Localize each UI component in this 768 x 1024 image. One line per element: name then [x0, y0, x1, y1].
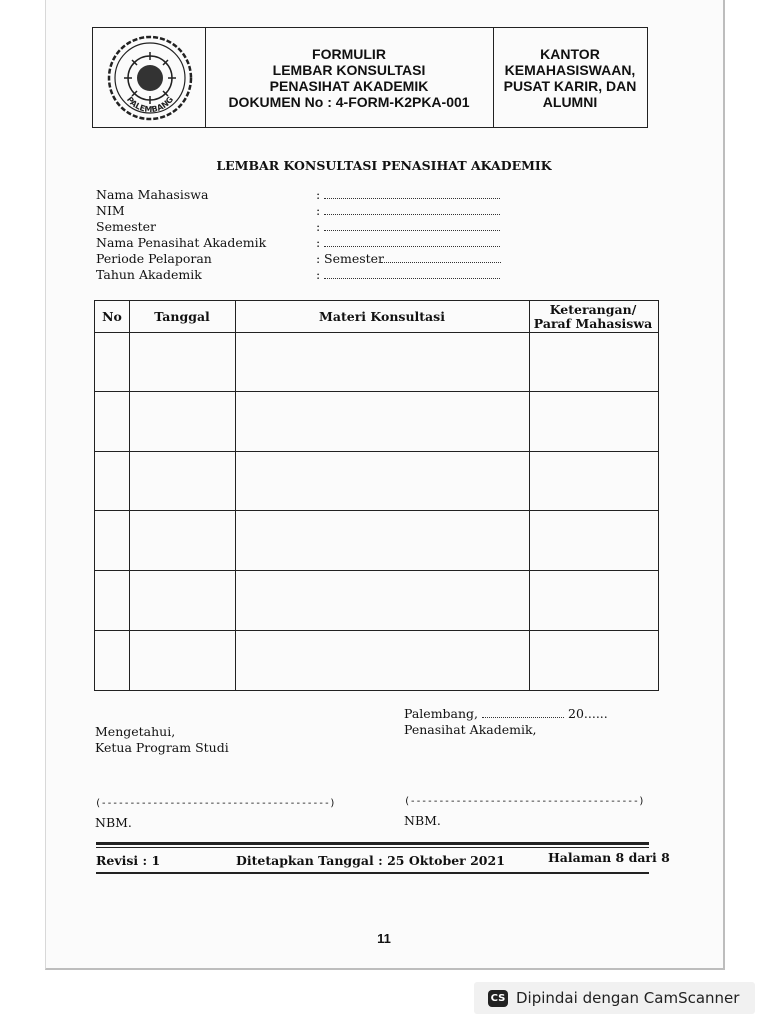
year-fill: ......	[583, 706, 608, 721]
table-row	[95, 332, 658, 333]
form-title: LEMBAR KONSULTASI PENASIHAT AKADEMIK	[216, 158, 552, 173]
field-label: NIM	[96, 203, 125, 218]
fill-in-line	[324, 203, 500, 215]
table-divider	[129, 301, 130, 690]
footer-rule-bottom	[96, 872, 649, 874]
field-label: Periode Pelaporan	[96, 251, 212, 266]
field-colon: :	[316, 251, 321, 266]
head-of-program-role: Ketua Program Studi	[95, 740, 229, 755]
header-line: PUSAT KARIR, DAN	[503, 77, 637, 94]
advisor-role: Penasihat Akademik,	[404, 722, 537, 737]
field-label: Semester	[96, 219, 157, 234]
signature-line-left: (----------------------------------------)	[95, 798, 336, 809]
header-line: LEMBAR KONSULTASI	[272, 61, 426, 78]
table-divider	[529, 301, 530, 690]
camscanner-logo-icon: CS	[488, 990, 508, 1007]
camscanner-text: Dipindai dengan CamScanner	[516, 989, 740, 1007]
field-colon: :	[316, 219, 321, 234]
office-name	[493, 28, 647, 127]
table-divider	[235, 301, 236, 690]
field-label: Nama Mahasiswa	[96, 187, 209, 202]
nbm-left: NBM.	[95, 815, 132, 830]
header-line: KANTOR	[540, 45, 600, 62]
place-label: Palembang,	[404, 706, 479, 721]
footer-rule-thick	[96, 842, 649, 845]
field-label: Tahun Akademik	[96, 267, 202, 282]
header-line: FORMULIR	[312, 45, 386, 62]
revision-label: Revisi : 1	[96, 853, 161, 868]
acknowledge-label: Mengetahui,	[95, 724, 176, 739]
column-header-materi: Materi Konsultasi	[319, 308, 445, 324]
fill-in-line	[324, 187, 500, 199]
form-identity	[205, 28, 494, 127]
fill-in-line	[324, 219, 500, 231]
nbm-right: NBM.	[404, 813, 441, 828]
document-header	[92, 27, 648, 128]
field-colon: :	[316, 187, 321, 202]
table-row	[95, 451, 658, 452]
column-header-keterangan: Keterangan/ Paraf Mahasiswa	[533, 301, 653, 331]
column-header-tanggal: Tanggal	[154, 308, 210, 324]
field-colon: :	[316, 267, 321, 282]
header-line: ALUMNI	[542, 93, 598, 110]
date-fill-line	[482, 707, 564, 718]
logo-cell	[93, 28, 206, 127]
table-row	[95, 630, 658, 631]
field-prefix: Semester	[324, 251, 385, 266]
table-row	[95, 391, 658, 392]
fill-in-line	[381, 251, 501, 263]
field-colon: :	[316, 203, 321, 218]
page-number: 11	[377, 931, 391, 946]
page-count: Halaman 8 dari 8	[548, 850, 670, 865]
consultation-table	[94, 300, 659, 691]
header-line: KEMAHASISWAAN,	[504, 61, 636, 78]
place-date-line	[404, 706, 608, 721]
year-prefix: 20	[568, 706, 584, 721]
signature-line-right: (----------------------------------------)	[404, 796, 645, 807]
established-date: Ditetapkan Tanggal : 25 Oktober 2021	[236, 853, 505, 868]
header-line: PENASIHAT AKADEMIK	[269, 77, 429, 94]
camscanner-watermark	[474, 982, 755, 1014]
field-colon: :	[316, 235, 321, 250]
fill-in-line	[324, 267, 500, 279]
field-label: Nama Penasihat Akademik	[96, 235, 267, 250]
seal-caption: PALEMBANG	[124, 94, 176, 115]
table-row	[95, 510, 658, 511]
document-number: DOKUMEN No : 4-FORM-K2PKA-001	[228, 93, 470, 110]
fill-in-line	[324, 235, 500, 247]
table-row	[95, 570, 658, 571]
university-seal-icon	[105, 32, 195, 124]
column-header-no: No	[102, 308, 122, 324]
footer-rule-thin	[96, 847, 649, 848]
